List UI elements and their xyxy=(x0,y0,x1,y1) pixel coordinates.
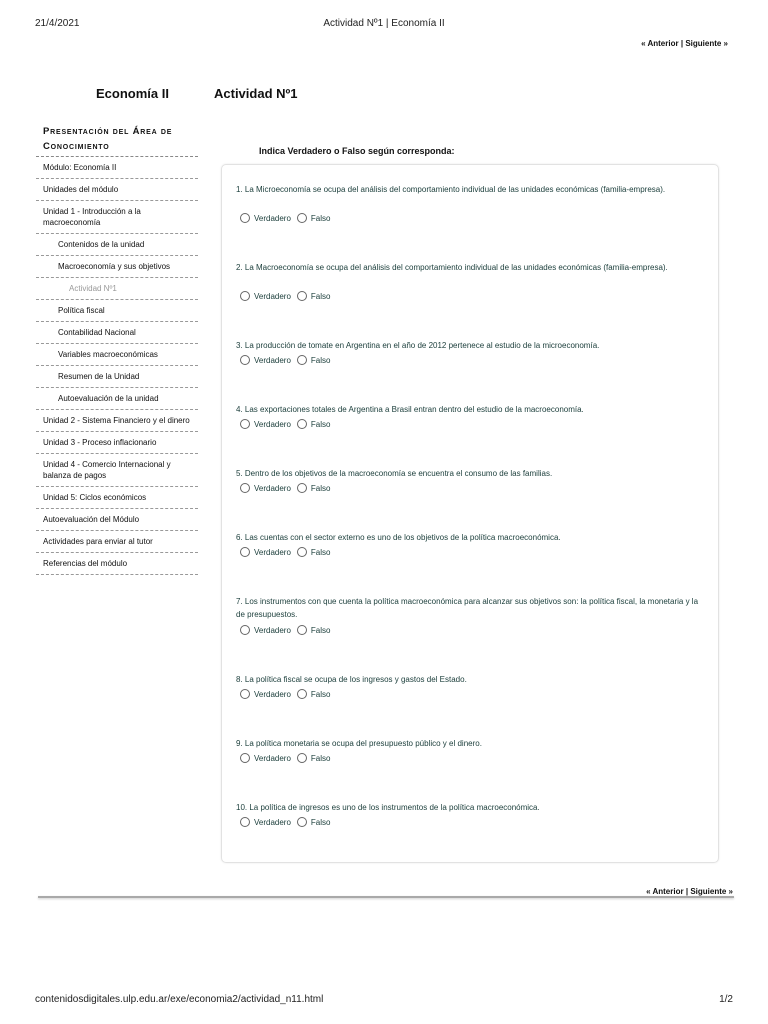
nav-separator: | xyxy=(680,39,684,48)
sidebar-item[interactable]: Unidad 4 - Comercio Internacional y balanza de pagos xyxy=(36,454,198,487)
answer-options xyxy=(240,625,336,635)
sidebar-item[interactable]: Actividades para enviar al tutor xyxy=(36,531,198,553)
bottom-navigation xyxy=(646,887,733,896)
option-label-true[interactable]: Verdadero xyxy=(254,689,291,699)
radio-false[interactable] xyxy=(297,483,307,493)
previous-link[interactable]: « Anterior xyxy=(646,887,684,896)
sidebar-item[interactable]: Unidad 5: Ciclos económicos xyxy=(36,487,198,509)
radio-false[interactable] xyxy=(297,753,307,763)
radio-false[interactable] xyxy=(297,291,307,301)
option-label-true[interactable]: Verdadero xyxy=(254,625,291,635)
option-label-false[interactable]: Falso xyxy=(310,689,331,699)
nav-separator: | xyxy=(685,887,689,896)
option-label-false[interactable]: Falso xyxy=(310,483,331,493)
sidebar-item[interactable]: Macroeconomía y sus objetivos xyxy=(36,256,198,278)
radio-true[interactable] xyxy=(240,753,250,763)
answer-options xyxy=(240,483,336,493)
option-label-true[interactable]: Verdadero xyxy=(254,355,291,365)
quiz-question xyxy=(236,801,704,827)
radio-true[interactable] xyxy=(240,547,250,557)
answer-options xyxy=(240,419,336,429)
radio-true[interactable] xyxy=(240,689,250,699)
sidebar-item[interactable]: Unidad 3 - Proceso inflacionario xyxy=(36,432,198,454)
radio-true[interactable] xyxy=(240,213,250,223)
sidebar-item[interactable]: Referencias del módulo xyxy=(36,553,198,575)
option-label-true[interactable]: Verdadero xyxy=(254,547,291,557)
quiz-panel xyxy=(221,164,719,863)
option-label-false[interactable]: Falso xyxy=(310,753,331,763)
option-label-false[interactable]: Falso xyxy=(310,291,331,301)
print-footer xyxy=(35,994,733,1008)
answer-options xyxy=(240,817,336,827)
question-text: 1. La Microeconomía se ocupa del análisis del comportamiento individual de las unidades económicas (familia-empresa). xyxy=(236,185,666,194)
sidebar-item-current: Actividad Nº1 xyxy=(36,278,198,300)
page-title: Actividad Nº1 xyxy=(214,86,298,101)
print-header xyxy=(35,18,733,32)
option-label-false[interactable]: Falso xyxy=(310,817,331,827)
sidebar-navigation xyxy=(36,124,198,575)
question-text: 2. La Macroeconomía se ocupa del análisis del comportamiento individual de las unidades económicas (familia-empresa). xyxy=(236,263,668,272)
question-text: 7. Los instrumentos con que cuenta la política macroeconómica para alcanzar sus objetivos son: la política fiscal, la monetaria y la de presupuestos. xyxy=(236,597,699,619)
option-label-true[interactable]: Verdadero xyxy=(254,213,291,223)
next-link[interactable]: Siguiente » xyxy=(690,887,733,896)
question-text: 3. La producción de tomate en Argentina en el año de 2012 pertenece al estudio de la microeconomía. xyxy=(236,341,600,350)
sidebar-item[interactable]: Contenidos de la unidad xyxy=(36,234,198,256)
quiz-question xyxy=(236,467,704,493)
sidebar-list xyxy=(36,157,198,575)
answer-options xyxy=(240,291,336,301)
quiz-question xyxy=(236,261,704,301)
option-label-true[interactable]: Verdadero xyxy=(254,291,291,301)
option-label-true[interactable]: Verdadero xyxy=(254,817,291,827)
previous-link[interactable]: « Anterior xyxy=(641,39,679,48)
question-text: 6. Las cuentas con el sector externo es uno de los objetivos de la política macroeconómica. xyxy=(236,533,561,542)
answer-options xyxy=(240,547,336,557)
next-link[interactable]: Siguiente » xyxy=(685,39,728,48)
sidebar-area-title[interactable]: Presentación del Área de Conocimiento xyxy=(36,124,198,157)
print-date: 21/4/2021 xyxy=(35,18,80,29)
option-label-false[interactable]: Falso xyxy=(310,625,331,635)
quiz-question xyxy=(236,673,704,699)
quiz-question xyxy=(236,403,704,429)
module-title: Economía II xyxy=(96,86,169,101)
answer-options xyxy=(240,689,336,699)
option-label-false[interactable]: Falso xyxy=(310,547,331,557)
print-page-title: Actividad Nº1 | Economía II xyxy=(323,18,445,29)
question-text: 4. Las exportaciones totales de Argentina a Brasil entran dentro del estudio de la macroeconomía. xyxy=(236,405,584,414)
radio-false[interactable] xyxy=(297,355,307,365)
answer-options xyxy=(240,355,336,365)
question-text: 8. La política fiscal se ocupa de los ingresos y gastos del Estado. xyxy=(236,675,467,684)
quiz-instruction: Indica Verdadero o Falso según corresponda: xyxy=(259,146,455,156)
radio-true[interactable] xyxy=(240,291,250,301)
option-label-true[interactable]: Verdadero xyxy=(254,483,291,493)
question-text: 9. La política monetaria se ocupa del presupuesto público y el dinero. xyxy=(236,739,482,748)
footer-divider xyxy=(38,896,734,898)
radio-true[interactable] xyxy=(240,419,250,429)
sidebar-item[interactable]: Autoevaluación del Módulo xyxy=(36,509,198,531)
top-navigation xyxy=(641,39,728,48)
option-label-false[interactable]: Falso xyxy=(310,355,331,365)
quiz-question xyxy=(236,183,704,223)
option-label-false[interactable]: Falso xyxy=(310,213,331,223)
option-label-true[interactable]: Verdadero xyxy=(254,419,291,429)
print-page-number: 1/2 xyxy=(719,994,733,1005)
radio-true[interactable] xyxy=(240,817,250,827)
sidebar-item[interactable]: Resumen de la Unidad xyxy=(36,366,198,388)
sidebar-item[interactable]: Unidades del módulo xyxy=(36,179,198,201)
quiz-question xyxy=(236,531,704,557)
radio-false[interactable] xyxy=(297,547,307,557)
radio-true[interactable] xyxy=(240,483,250,493)
question-text: 5. Dentro de los objetivos de la macroeconomía se encuentra el consumo de las familias. xyxy=(236,469,553,478)
radio-false[interactable] xyxy=(297,689,307,699)
sidebar-item[interactable]: Unidad 1 - Introducción a la macroeconomía xyxy=(36,201,198,234)
quiz-question xyxy=(236,737,704,763)
sidebar-item[interactable]: Autoevaluación de la unidad xyxy=(36,388,198,410)
sidebar-item[interactable]: Módulo: Economía II xyxy=(36,157,198,179)
radio-false[interactable] xyxy=(297,817,307,827)
radio-false[interactable] xyxy=(297,625,307,635)
sidebar-item[interactable]: Política fiscal xyxy=(36,300,198,322)
option-label-false[interactable]: Falso xyxy=(310,419,331,429)
print-url: contenidosdigitales.ulp.edu.ar/exe/economia2/actividad_n11.html xyxy=(35,994,324,1005)
sidebar-item[interactable]: Variables macroeconómicas xyxy=(36,344,198,366)
answer-options xyxy=(240,753,336,763)
radio-true[interactable] xyxy=(240,355,250,365)
sidebar-item[interactable]: Contabilidad Nacional xyxy=(36,322,198,344)
quiz-question xyxy=(236,595,704,635)
question-text: 10. La política de ingresos es uno de los instrumentos de la política macroeconómica. xyxy=(236,803,540,812)
answer-options xyxy=(240,213,336,223)
radio-false[interactable] xyxy=(297,213,307,223)
radio-false[interactable] xyxy=(297,419,307,429)
sidebar-item[interactable]: Unidad 2 - Sistema Financiero y el dinero xyxy=(36,410,198,432)
quiz-question xyxy=(236,339,704,365)
option-label-true[interactable]: Verdadero xyxy=(254,753,291,763)
radio-true[interactable] xyxy=(240,625,250,635)
